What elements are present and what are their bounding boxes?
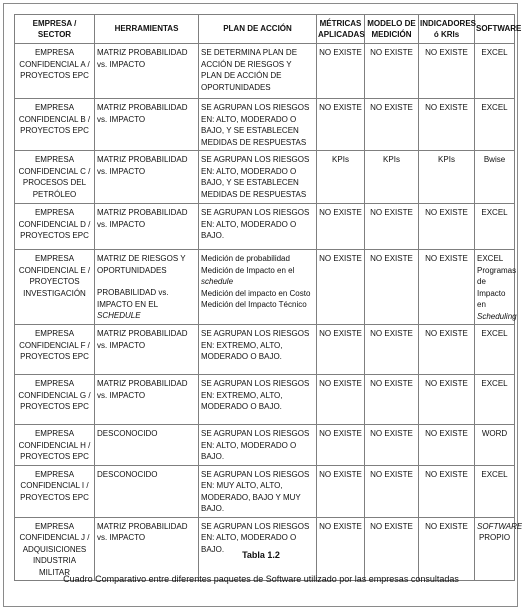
herramientas-line: MATRIZ DE RIESGOS Y OPORTUNIDADES: [97, 254, 186, 275]
header-modelo: MODELO DE MEDICIÓN: [365, 15, 419, 44]
cell-modelo: NO EXISTE: [365, 375, 419, 425]
cell-herramientas: MATRIZ PROBABILIDAD vs. IMPACTO: [95, 517, 199, 581]
cell-software: EXCEL: [475, 99, 515, 151]
cell-metricas: NO EXISTE: [317, 204, 365, 250]
plan-line: Medición de Impacto en el: [201, 265, 295, 275]
cell-herramientas: MATRIZ PROBABILIDAD vs. IMPACTO: [95, 99, 199, 151]
cell-metricas: KPIs: [317, 151, 365, 204]
cell-plan: SE AGRUPAN LOS RIESGOS EN: ALTO, MODERADO O BAJO.: [199, 425, 317, 466]
table-row: [15, 151, 515, 204]
software-line: EXCEL Programas de Impacto en: [477, 254, 517, 309]
cell-metricas: NO EXISTE: [317, 465, 365, 517]
cell-metricas: NO EXISTE: [317, 375, 365, 425]
header-software: SOFTWARE: [475, 15, 515, 44]
plan-line: Medición del impacto en Costo: [201, 288, 311, 298]
cell-plan: SE AGRUPAN LOS RIESGOS EN: EXTREMO, ALTO, MODERADO O BAJO.: [199, 325, 317, 375]
cell-plan: SE AGRUPAN LOS RIESGOS EN: ALTO, MODERADO O BAJO, Y SE ESTABLECEN MEDIDAS DE RESPUESTAS: [199, 99, 317, 151]
cell-empresa: EMPRESA CONFIDENCIAL F / PROYECTOS EPC: [15, 325, 95, 375]
cell-plan: SE AGRUPAN LOS RIESGOS EN: MUY ALTO, ALTO, MODERADO, BAJO Y MUY BAJO.: [199, 465, 317, 517]
table-row: [15, 425, 515, 466]
cell-herramientas: MATRIZ PROBABILIDAD vs. IMPACTO: [95, 204, 199, 250]
table-header-row: [15, 15, 515, 44]
software-emphasis: Scheduling: [477, 311, 517, 321]
cell-indicadores: NO EXISTE: [419, 250, 475, 325]
cell-modelo: NO EXISTE: [365, 99, 419, 151]
cell-modelo: NO EXISTE: [365, 250, 419, 325]
cell-indicadores: NO EXISTE: [419, 44, 475, 99]
software-emphasis: SOFTWARE: [477, 521, 522, 531]
cell-indicadores: NO EXISTE: [419, 425, 475, 466]
table-row: [15, 517, 515, 581]
cell-metricas: NO EXISTE: [317, 44, 365, 99]
cell-metricas: NO EXISTE: [317, 250, 365, 325]
cell-modelo: KPIs: [365, 151, 419, 204]
cell-modelo: NO EXISTE: [365, 465, 419, 517]
header-herramientas: HERRAMIENTAS: [95, 15, 199, 44]
cell-software: [475, 250, 515, 325]
table-caption-text: Cuadro Comparativo entre diferentes paquetes de Software utilizado por las empresas consultadas: [63, 574, 459, 584]
cell-herramientas: MATRIZ PROBABILIDAD vs. IMPACTO: [95, 325, 199, 375]
header-empresa: EMPRESA / SECTOR: [15, 15, 95, 44]
header-plan: PLAN DE ACCIÓN: [199, 15, 317, 44]
cell-indicadores: NO EXISTE: [419, 375, 475, 425]
cell-indicadores: NO EXISTE: [419, 204, 475, 250]
cell-software: EXCEL: [475, 465, 515, 517]
cell-plan: SE AGRUPAN LOS RIESGOS EN: EXTREMO, ALTO, MODERADO O BAJO.: [199, 375, 317, 425]
cell-indicadores: NO EXISTE: [419, 325, 475, 375]
cell-software: EXCEL: [475, 325, 515, 375]
cell-modelo: NO EXISTE: [365, 204, 419, 250]
cell-plan: SE AGRUPAN LOS RIESGOS EN: ALTO, MODERADO O BAJO.: [199, 517, 317, 581]
cell-empresa: EMPRESA CONFIDENCIAL D / PROYECTOS EPC: [15, 204, 95, 250]
cell-herramientas: DESCONOCIDO: [95, 465, 199, 517]
cell-metricas: NO EXISTE: [317, 325, 365, 375]
cell-herramientas: MATRIZ PROBABILIDAD vs. IMPACTO: [95, 44, 199, 99]
cell-plan: SE AGRUPAN LOS RIESGOS EN: ALTO, MODERADO O BAJO.: [199, 204, 317, 250]
plan-line: Medición de probabilidad: [201, 254, 290, 263]
cell-empresa: EMPRESA CONFIDENCIAL C / PROCESOS DEL PETRÓLEO: [15, 151, 95, 204]
cell-metricas: NO EXISTE: [317, 99, 365, 151]
cell-modelo: NO EXISTE: [365, 517, 419, 581]
table-caption-label: Tabla 1.2: [242, 550, 280, 560]
plan-line: Medición del Impacto Técnico: [201, 300, 307, 309]
comparison-table: [14, 14, 522, 581]
table-row: [15, 465, 515, 517]
cell-empresa: EMPRESA CONFIDENCIAL I / PROYECTOS EPC: [15, 465, 95, 517]
cell-herramientas: MATRIZ PROBABILIDAD vs. IMPACTO: [95, 375, 199, 425]
cell-empresa: EMPRESA CONFIDENCIAL A / PROYECTOS EPC: [15, 44, 95, 99]
cell-software: WORD: [475, 425, 515, 466]
header-metricas: MÉTRICAS APLICADAS: [317, 15, 365, 44]
cell-software: EXCEL: [475, 204, 515, 250]
cell-software: EXCEL: [475, 375, 515, 425]
cell-software: Bwise: [475, 151, 515, 204]
cell-indicadores: NO EXISTE: [419, 465, 475, 517]
table-row: [15, 204, 515, 250]
table-row: [15, 375, 515, 425]
cell-empresa: EMPRESA CONFIDENCIAL H / PROYECTOS EPC: [15, 425, 95, 466]
cell-indicadores: NO EXISTE: [419, 517, 475, 581]
cell-modelo: NO EXISTE: [365, 44, 419, 99]
line-gap: [97, 276, 196, 287]
cell-plan: SE AGRUPAN LOS RIESGOS EN: ALTO, MODERADO O BAJO, Y SE ESTABLECEN MEDIDAS DE RESPUESTAS: [199, 151, 317, 204]
cell-metricas: NO EXISTE: [317, 517, 365, 581]
cell-software: [475, 517, 522, 581]
cell-empresa: EMPRESA CONFIDENCIAL B / PROYECTOS EPC: [15, 99, 95, 151]
cell-empresa: EMPRESA CONFIDENCIAL E / PROYECTOS INVESTIGACIÓN: [15, 250, 95, 325]
header-indicadores: INDICADORES ó KRIs: [419, 15, 475, 44]
cell-modelo: NO EXISTE: [365, 425, 419, 466]
cell-plan: [199, 250, 317, 325]
herramientas-emphasis: SCHEDULE: [97, 311, 141, 320]
cell-herramientas: MATRIZ PROBABILIDAD vs. IMPACTO: [95, 151, 199, 204]
cell-herramientas: [95, 250, 199, 325]
cell-modelo: NO EXISTE: [365, 325, 419, 375]
table-row: [15, 325, 515, 375]
cell-software: EXCEL: [475, 44, 515, 99]
table-row: [15, 99, 515, 151]
plan-line-emphasis: schedule: [201, 277, 234, 286]
cell-plan: SE DETERMINA PLAN DE ACCIÓN DE RIESGOS Y PLAN DE ACCIÓN DE OPORTUNIDADES: [199, 44, 317, 99]
cell-indicadores: KPIs: [419, 151, 475, 204]
table-row: [15, 44, 515, 99]
cell-empresa: EMPRESA CONFIDENCIAL G / PROYECTOS EPC: [15, 375, 95, 425]
software-line: PROPIO: [478, 533, 511, 542]
cell-herramientas: DESCONOCIDO: [95, 425, 199, 466]
cell-indicadores: NO EXISTE: [419, 99, 475, 151]
cell-empresa: EMPRESA CONFIDENCIAL J / ADQUISICIONES INDUSTRIA MILITAR: [15, 517, 95, 581]
table-row: [15, 250, 515, 325]
cell-metricas: NO EXISTE: [317, 425, 365, 466]
herramientas-line: PROBABILIDAD vs. IMPACTO EN EL: [97, 288, 169, 309]
